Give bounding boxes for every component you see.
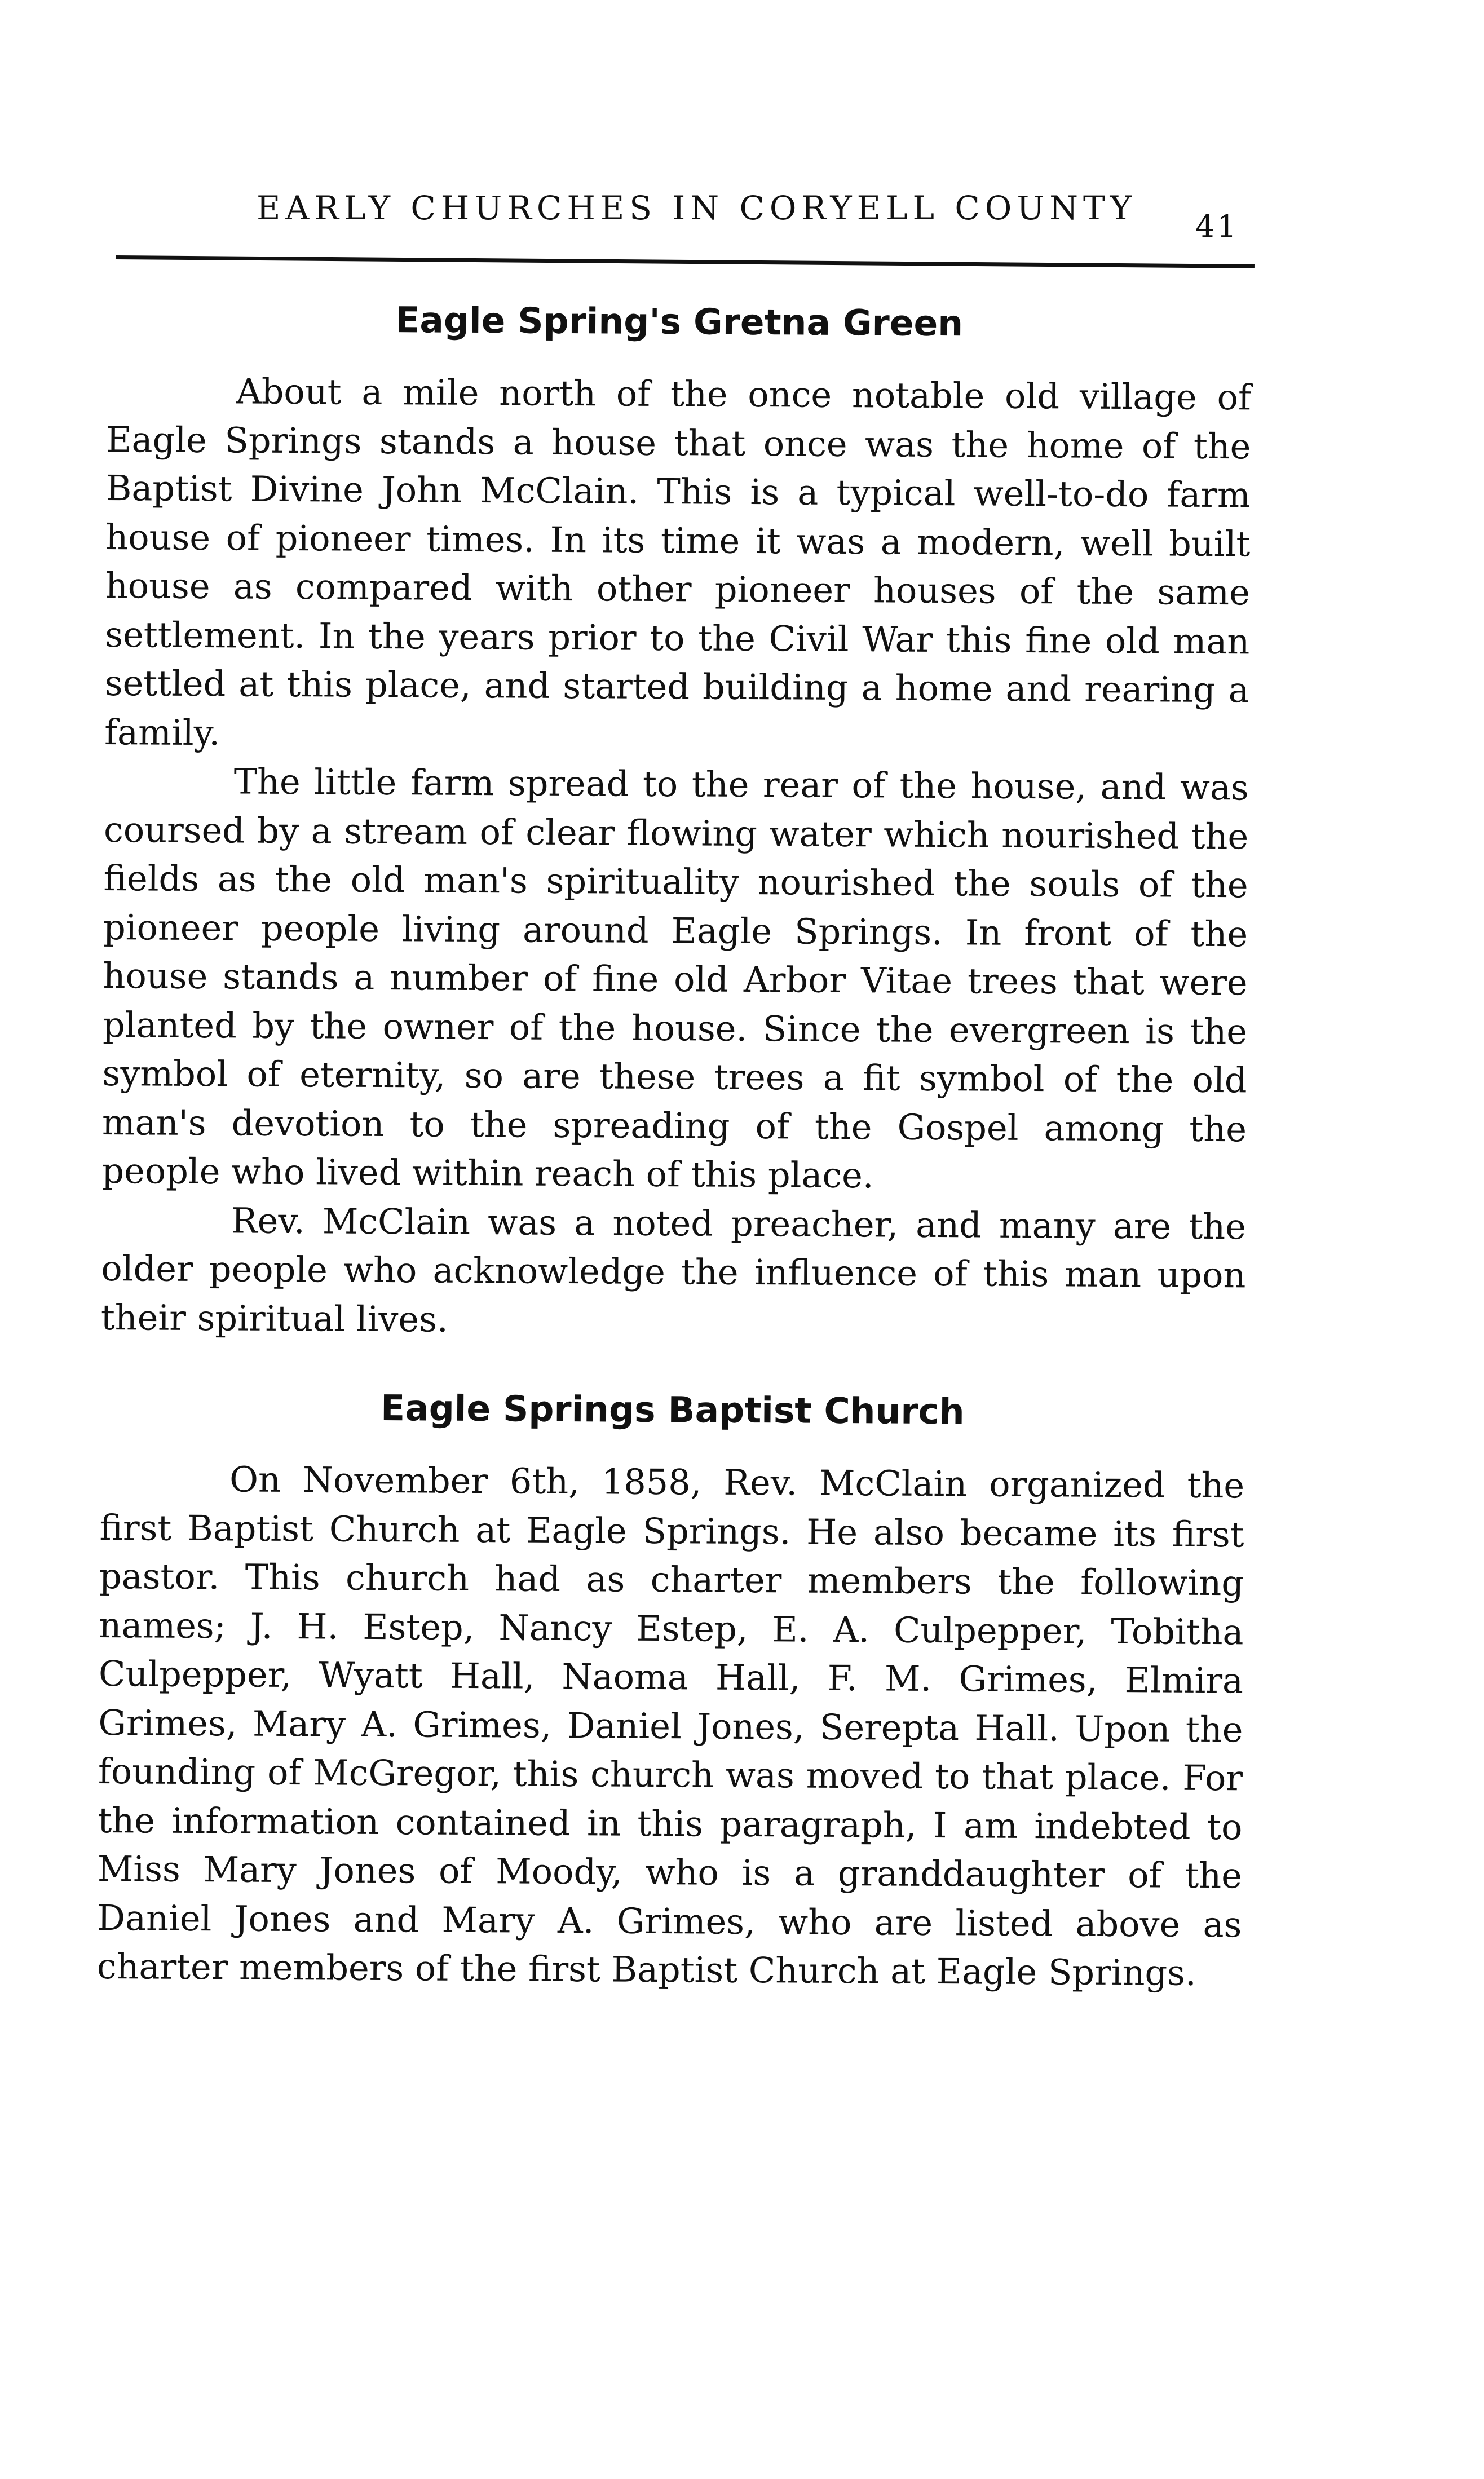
- paragraph-little-farm: The little farm spread to the rear of the house, and was coursed by a stream of clear flowing water which nourished the fields as the old man's spirituality nourished the souls of the pioneer people living around Eagle Springs. In front of the house stands a number of fine old Arbor Vitae trees that were planted by the owner of the house. Since the evergreen is the symbol of eternity, so are these trees a fit symbol of the old man's devotion to the spreading of the Gospel among the people who lived within reach of this place.: [101, 761, 1249, 1196]
- page-body: [97, 293, 1252, 1998]
- section-title-baptist-church: Eagle Springs Baptist Church: [380, 1387, 965, 1433]
- page-number: 41: [1195, 209, 1239, 244]
- running-head: EARLY CHURCHES IN CORYELL COUNTY: [257, 189, 1137, 227]
- paragraph-church-founding: On November 6th, 1858, Rev. McClain organized the first Baptist Church at Eagle Springs. He also became its first pastor. This church had as charter members the following names; J. H. Estep, Nancy Estep, E. A. Culpepper, Tobitha Culpepper, Wyatt Hall, Naoma Hall, F. M. Grimes, Elmira Grimes, Mary A. Grimes, Daniel Jones, Serepta Hall. Upon the founding of McGregor, this church was moved to that place. For the information contained in this paragraph, I am indebted to Miss Mary Jones of Moody, who is a granddaughter of the Daniel Jones and Mary A. Grimes, who are listed above as charter members of the first Baptist Church at Eagle Springs.: [96, 1459, 1245, 1994]
- header-rule: [116, 255, 1255, 268]
- paragraph-noted-preacher: Rev. McClain was a noted preacher, and many are the older people who acknowledge the influence of this man upon their spiritual lives.: [100, 1199, 1247, 1340]
- paragraph-mcclain-house: About a mile north of the once notable old village of Eagle Springs stands a house that once was the home of the Baptist Divine John McClain. This is a typical well-to-do farm house of pioneer times. In its time it was a modern, well built house as compared with other pioneer houses of the same settlement. In the years prior to the Civil War this fine old man settled at this place, and started building a home and rearing a family.: [104, 370, 1252, 753]
- section-title-gretna-green: Eagle Spring's Gretna Green: [395, 299, 964, 344]
